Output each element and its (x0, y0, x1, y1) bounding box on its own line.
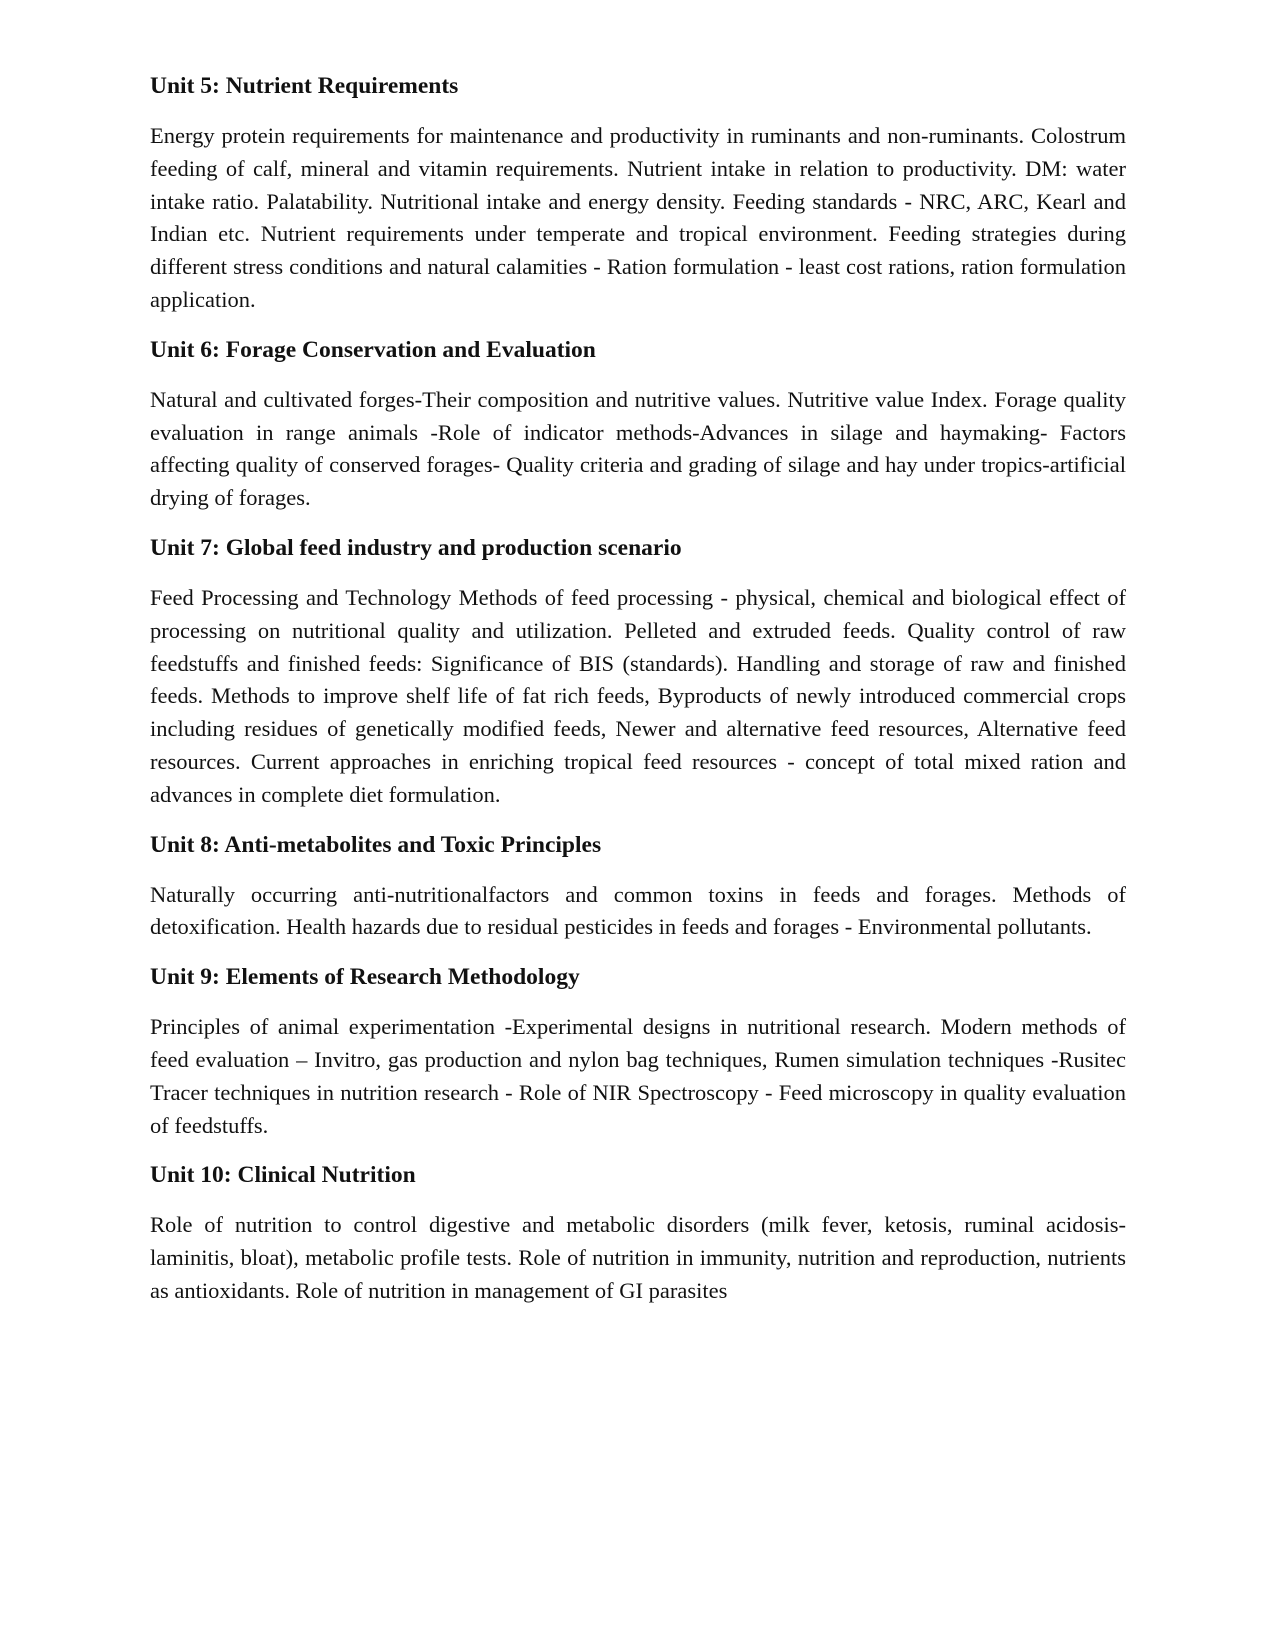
unit-paragraph: Principles of animal experimentation -Experimental designs in nutritional research. Modern methods of feed evaluation – Invitro, gas production and nylon bag techniques, Rumen simulation techniques -Rusitec Tracer techniques in nutrition research - Role of NIR Spectroscopy - Feed microscopy in quality evaluation of feedstuffs. (150, 1014, 1126, 1138)
unit-7-section (150, 532, 1126, 812)
unit-heading: Unit 10: Clinical Nutrition (150, 1162, 416, 1189)
unit-heading: Unit 5: Nutrient Requirements (150, 73, 459, 99)
unit-paragraph: Natural and cultivated forges-Their composition and nutritive values. Nutritive value Index. Forage quality evaluation in range animals -Role of indicator methods-Advances in silage and haymaking- Factors affecting quality of conserved forages- Quality criteria and grading of silage and hay under tropics-artificial drying of forages. (150, 386, 1126, 511)
unit-paragraph: Energy protein requirements for maintenance and productivity in ruminants and non-ruminants. Colostrum feeding of calf, mineral and vitamin requirements. Nutrient intake in relation to productivity. DM: water intake ratio. Palatability. Nutritional intake and energy density. Feeding standards - NRC, ARC, Kearl and Indian etc. Nutrient requirements under temperate and tropical environment. Feeding strategies during different stress conditions and natural calamities - Ration formulation - least cost rations, ration formulation application. (150, 123, 1126, 312)
unit-heading: Unit 9: Elements of Research Methodology (150, 964, 580, 991)
unit-8-section (150, 829, 1126, 945)
document-page (150, 70, 1126, 1325)
unit-heading: Unit 7: Global feed industry and production scenario (150, 534, 682, 561)
unit-5-section (150, 70, 1126, 317)
unit-6-section (150, 334, 1126, 515)
unit-paragraph: Naturally occurring anti-nutritionalfactors and common toxins in feeds and forages. Methods of detoxification. Health hazards due to residual pesticides in feeds and forages - Environmental pollutants. (150, 881, 1126, 940)
unit-heading: Unit 8: Anti-metabolites and Toxic Principles (150, 831, 602, 858)
unit-paragraph: Role of nutrition to control digestive and metabolic disorders (milk fever, ketosis, ruminal acidosis-laminitis, bloat), metabolic profile tests. Role of nutrition in immunity, nutrition and reproduction, nutrients as antioxidants. Role of nutrition in management of GI parasites (150, 1212, 1126, 1303)
unit-heading: Unit 6: Forage Conservation and Evaluation (150, 336, 596, 363)
unit-10-section (150, 1159, 1126, 1307)
unit-paragraph: Feed Processing and Technology Methods of feed processing - physical, chemical and biological effect of processing on nutritional quality and utilization. Pelleted and extruded feeds. Quality control of raw feedstuffs and finished feeds: Significance of BIS (standards). Handling and storage of raw and finished feeds. Methods to improve shelf life of fat rich feeds, Byproducts of newly introduced commercial crops including residues of genetically modified feeds, Newer and alternative feed resources, Alternative feed resources. Current approaches in enriching tropical feed resources - concept of total mixed ration and advances in complete diet formulation. (150, 584, 1126, 807)
unit-9-section (150, 961, 1126, 1142)
